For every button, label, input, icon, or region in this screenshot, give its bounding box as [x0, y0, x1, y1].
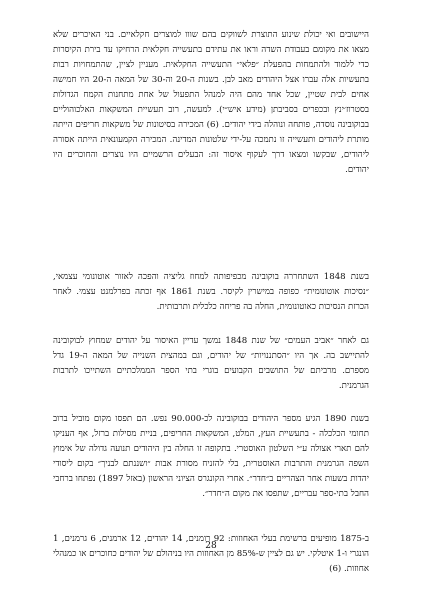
paragraph-5: [53, 532, 369, 577]
paragraph-3: [53, 334, 369, 394]
paragraph-4: [53, 412, 369, 502]
paragraph-text: ב-1875 מופיעים ברשימת בעלי האחוזות: 92 רומנים, 14 יהודים, 12 ארמנים, 6 גרמנים, 1 הונגרי ו-1 איטלקי. יש גם לציין ש-85% מן האחוזות היו בניהולם של יהודים כחוכרים או כמנהלי אחוזות. (6): [53, 534, 370, 574]
page-number: 28: [205, 541, 217, 551]
paragraph-text: בשנת 1848 השתחררה בוקובינה מכפיפותה למחוז גליציה והפכה לאזור אוטונומי עצמאי, ״נסיכות אוטונומית״ כפופה במישרין לקיסר. בשנת 1861 אף זכתה בפרלמנט עצמי. לאחר הכרזת הנסיכות כאוטונומית, החלה בה פריחה כלכלית ותרבותית.: [53, 272, 370, 312]
paragraph-2: [53, 270, 369, 315]
paragraph-text: גם לאחר ״אביב העמים״ של שנת 1848 נמשך עדיין האיסור על יהודים שמחוץ לבוקובינה להתיישב בה. אך היו ״הסתננויות״ של יהודים, וגם במהצית השנייה של המאה ה-19 גדל מספרם. מרביתם של התושבים הקבועים בוגרי בתי הספר הממלכתיים השתייכו לתרבות הגרמנית.: [53, 336, 369, 391]
paragraph-text: היישובים ואי יכולת שינוע התוצרת לשווקים בהם שווו למוצרים חקלאיים. בני האיכרים שלא מצאו את מקומם בעבודת השדה וראו את עתידם בתעשייה חקלאית הרחיקו עד בירת הקיסרות כדי ללמוד ולהתמחות בהפעלת ״פלאי״ התעשייה החקלאית. מעניין לציין, שהתמחויות רבות בתעשיות אלה עברו אצל היהודים מאב לבן. בשנות ה-20 וה-30 של המאה ה-20 היו חמישה אחים לבית שטיין, שכל אחד מהם היה למנהל התפעול של אחת מתחנות הקמח הגדולות בסטרוז׳ינץ ובכפרים בסביבתן (מידע איש״י). למעשה, רוב תעשיית המשקאות האלכוהוליים בבוקובינה נוסדה, פותחה ונוהלה בידי יהודים. (6) המכירה בסיטונות של משקאות חריפים הייתה מותרת ליהודים ותעשייה זו נתמכה על-ידי שלטונות המדינה. המכירה הקמעונאית הייתה אסורה ליהודים, שבקשו ומצאו דרך לעקוף איסור זה: הבעלים הרשמיים היו נוצרים והחוכרים היו יהודים.: [53, 30, 369, 175]
paragraph-1: [53, 28, 369, 178]
paragraph-text: בשנת 1890 הגיע מספר היהודים בבוקובינה לכ-90.000 נפש. הם תפסו מקום מוביל ברוב תחומי הכלכלה - בתעשיית העץ, המלט, המשקאות החריפים, בניית מסילות ברזל, אף העניקו להם תארי אצולה ע״י השלטון האוסטרי. בתקופה זו החלה בין היהודים תנועה גדולה של אימוץ השפה הגרמנית והתרבות האוסטרית, בלי להזניח מסורת אבות ״ושננתם לבניך״ בקום ליסודי יהדות בשעות אחר הצהריים ב״חדר״. אחרי הקונגרס הציוני הראשון (באזל 1897) נפתחו ברחבי החבל בתי-ספר עבריים, שתפסו את מקום ה״חדר״.: [53, 414, 369, 499]
